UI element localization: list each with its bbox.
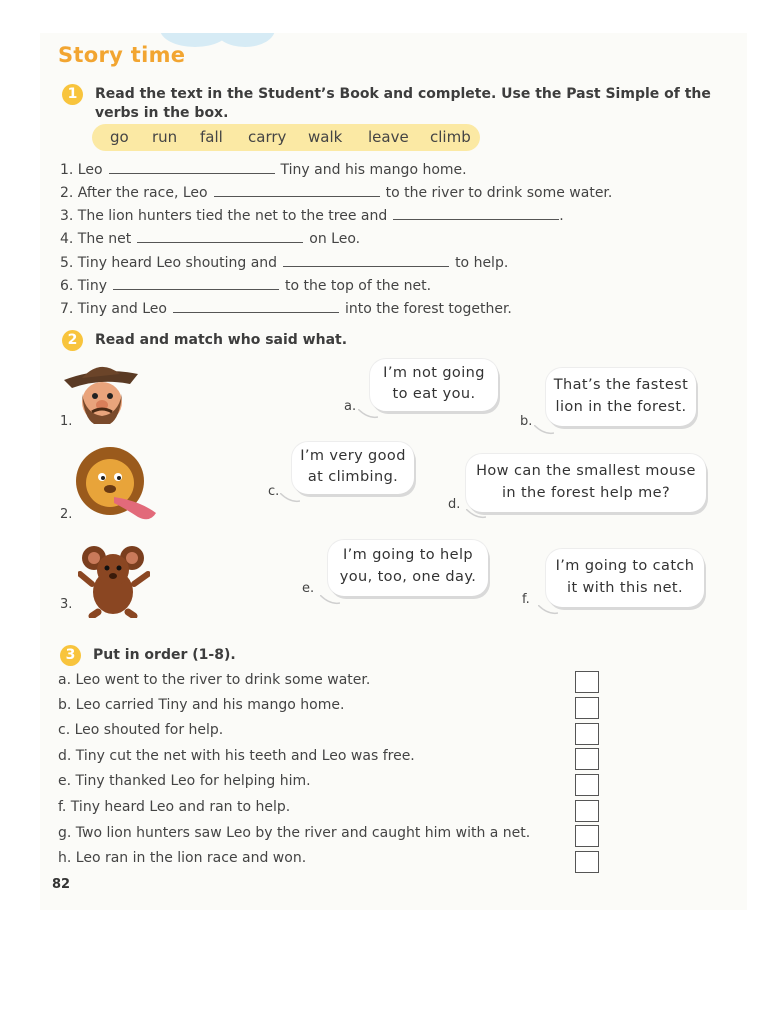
- cloud-decoration: [215, 33, 275, 47]
- verb-box: [92, 124, 480, 151]
- bubble-letter: f.: [522, 592, 530, 607]
- bubble-tail: [466, 509, 486, 519]
- workbook-page: [40, 33, 747, 910]
- exercise-1-item: 6. Tiny to the top of the net.: [60, 278, 432, 294]
- verb-word: walk: [308, 128, 343, 146]
- order-item: h. Leo ran in the lion race and won.: [58, 850, 307, 866]
- speech-bubble-d: How can the smallest mouse in the forest help me?: [466, 454, 706, 512]
- exercise-1-instruction: [95, 85, 711, 123]
- order-answer-box[interactable]: [575, 774, 599, 796]
- bubble-tail: [534, 425, 554, 435]
- exercise-2-instruction: Read and match who said what.: [95, 332, 348, 348]
- answer-blank[interactable]: [109, 161, 275, 174]
- verb-word: run: [152, 128, 178, 146]
- order-answer-box[interactable]: [575, 748, 599, 770]
- speech-bubble-e: I’m going to help you, too, one day.: [328, 540, 488, 596]
- exercise-2-number: 2: [62, 330, 83, 351]
- exercise-1-item: 5. Tiny heard Leo shouting and to help.: [60, 255, 509, 271]
- exercise-1-item: 4. The net on Leo.: [60, 231, 361, 247]
- order-answer-box[interactable]: [575, 723, 599, 745]
- order-item: b. Leo carried Tiny and his mango home.: [58, 697, 345, 713]
- bubble-letter: e.: [302, 581, 315, 596]
- answer-blank[interactable]: [283, 254, 449, 267]
- speech-bubble-b: That’s the fastest lion in the forest.: [546, 368, 696, 426]
- verb-word: fall: [200, 128, 223, 146]
- order-answer-box[interactable]: [575, 825, 599, 847]
- bubble-letter: b.: [520, 414, 533, 429]
- order-item: g. Two lion hunters saw Leo by the river and caught him with a net.: [58, 825, 531, 841]
- bubble-tail: [358, 409, 378, 419]
- speech-bubble-a: I’m not going to eat you.: [370, 359, 498, 411]
- exercise-1-item: 1. Leo Tiny and his mango home.: [60, 162, 467, 178]
- instruction-line: verbs in the box.: [95, 105, 229, 121]
- exercise-1-item: 3. The lion hunters tied the net to the tree and .: [60, 208, 564, 224]
- speech-bubble-c: I’m very good at climbing.: [292, 442, 414, 494]
- order-answer-box[interactable]: [575, 800, 599, 822]
- answer-blank[interactable]: [214, 184, 380, 197]
- exercise-1-number: 1: [62, 84, 83, 105]
- verb-word: leave: [368, 128, 409, 146]
- answer-blank[interactable]: [137, 230, 303, 243]
- instruction-line: Read the text in the Student’s Book and complete. Use the Past Simple of the: [95, 86, 711, 102]
- verb-word: carry: [248, 128, 287, 146]
- bubble-letter: c.: [268, 484, 280, 499]
- speech-bubble-f: I’m going to catch it with this net.: [546, 549, 704, 607]
- order-item: f. Tiny heard Leo and ran to help.: [58, 799, 291, 815]
- character-number: 2.: [60, 507, 73, 522]
- bubble-tail: [280, 493, 300, 503]
- exercise-3-number: 3: [60, 645, 81, 666]
- order-item: a. Leo went to the river to drink some water.: [58, 672, 371, 688]
- answer-blank[interactable]: [173, 300, 339, 313]
- character-number: 3.: [60, 597, 73, 612]
- answer-blank[interactable]: [393, 207, 559, 220]
- exercise-1-item: 2. After the race, Leo to the river to drink some water.: [60, 185, 613, 201]
- mouse-icon: [78, 544, 150, 618]
- exercise-3-instruction: Put in order (1-8).: [93, 647, 236, 663]
- answer-blank[interactable]: [113, 277, 279, 290]
- order-answer-box[interactable]: [575, 671, 599, 693]
- bubble-tail: [320, 595, 340, 605]
- page-title: Story time: [58, 43, 186, 67]
- bubble-letter: d.: [448, 497, 461, 512]
- page-number: 82: [52, 877, 71, 892]
- order-item: d. Tiny cut the net with his teeth and Leo was free.: [58, 748, 415, 764]
- lion-icon: [70, 443, 160, 527]
- exercise-1-item: 7. Tiny and Leo into the forest together.: [60, 301, 512, 317]
- bubble-tail: [538, 605, 558, 615]
- character-number: 1.: [60, 414, 73, 429]
- hunter-icon: [60, 358, 144, 430]
- order-item: c. Leo shouted for help.: [58, 722, 224, 738]
- order-answer-box[interactable]: [575, 851, 599, 873]
- verb-word: go: [110, 128, 129, 146]
- order-answer-box[interactable]: [575, 697, 599, 719]
- order-item: e. Tiny thanked Leo for helping him.: [58, 773, 311, 789]
- verb-word: climb: [430, 128, 471, 146]
- bubble-letter: a.: [344, 399, 357, 414]
